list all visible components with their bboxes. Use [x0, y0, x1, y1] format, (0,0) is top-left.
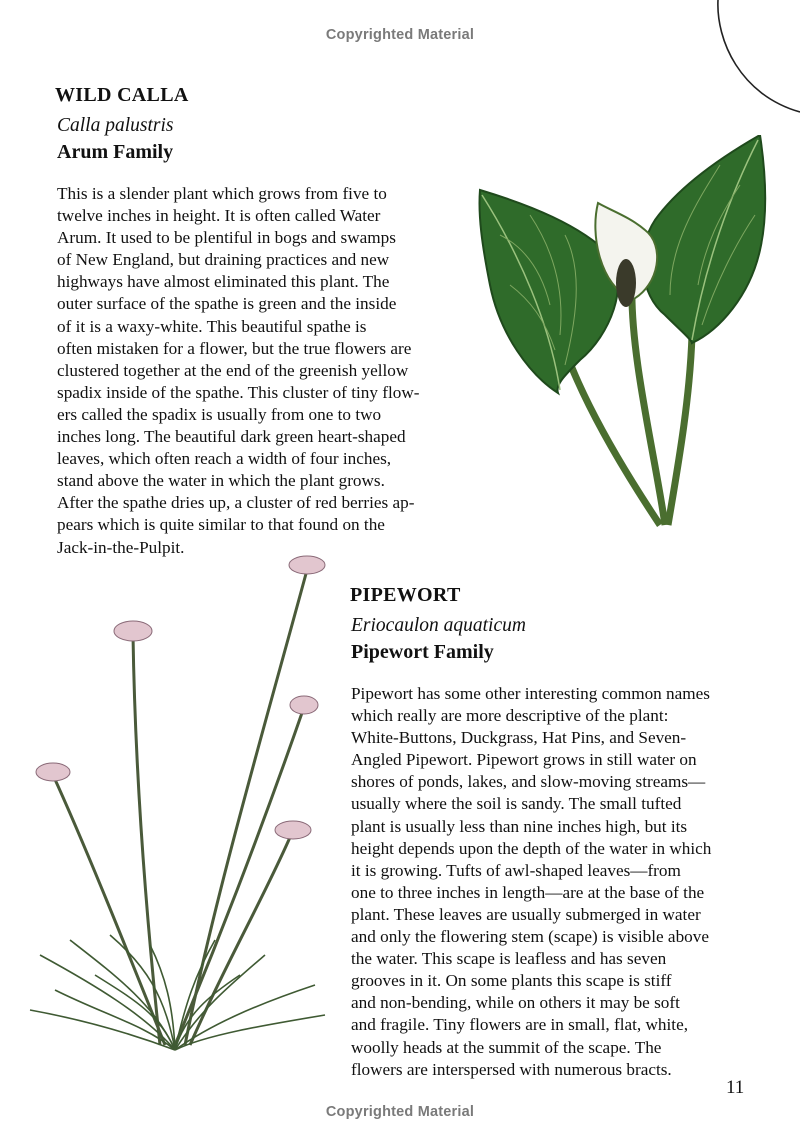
- text-line: After the spathe dries up, a cluster of red berries ap-: [57, 493, 415, 513]
- text-line: often mistaken for a flower, but the true flowers are: [57, 338, 412, 358]
- text-line: Arum. It used to be plentiful in bogs and swamps: [57, 228, 396, 248]
- text-line: plant. These leaves are usually submerged in water: [351, 904, 701, 924]
- text-line: twelve inches in height. It is often called Water: [57, 206, 381, 226]
- pipewort-title: PIPEWORT: [350, 584, 461, 606]
- text-line: ers called the spadix is usually from one to two: [57, 404, 382, 424]
- text-line: stand above the water in which the plant grows.: [57, 471, 385, 491]
- wild-calla-latin-name: Calla palustris: [57, 115, 174, 136]
- text-line: White-Buttons, Duckgrass, Hat Pins, and Seven-: [351, 728, 687, 748]
- text-line: Angled Pipewort. Pipewort grows in still water on: [351, 750, 697, 770]
- pipewort-illustration: [25, 545, 335, 1065]
- text-line: highways have almost eliminated this plant. The: [57, 272, 390, 292]
- wild-calla-illustration: [470, 135, 770, 530]
- pipewort-family: Pipewort Family: [351, 641, 494, 663]
- corner-arc-decoration: [710, 0, 800, 115]
- text-line: Jack-in-the-Pulpit.: [57, 537, 185, 557]
- text-line: Pipewort has some other interesting common names: [351, 684, 710, 703]
- wild-calla-description: [57, 183, 457, 559]
- text-line: the water. This scape is leafless and has seven: [351, 949, 667, 969]
- wild-calla-family: Arum Family: [57, 141, 174, 163]
- text-line: shores of ponds, lakes, and slow-moving streams—: [351, 772, 706, 792]
- text-line: woolly heads at the summit of the scape. The: [351, 1037, 662, 1057]
- text-line: grooves in it. On some plants this scape is stiff: [351, 971, 672, 991]
- text-line: height depends upon the depth of the water in which: [351, 838, 712, 858]
- text-line: of New England, but draining practices and new: [57, 250, 390, 270]
- text-line: leaves, which often reach a width of four inches,: [57, 449, 392, 469]
- text-line: outer surface of the spathe is green and the inside: [57, 294, 397, 314]
- text-line: pears which is quite similar to that found on the: [57, 515, 385, 535]
- text-line: plant is usually less than nine inches high, but its: [351, 816, 688, 836]
- text-line: This is a slender plant which grows from five to: [57, 184, 387, 203]
- text-line: inches long. The beautiful dark green heart-shaped: [57, 427, 406, 447]
- pipewort-latin-name: Eriocaulon aquaticum: [351, 615, 526, 636]
- text-line: it is growing. Tufts of awl-shaped leaves—from: [351, 860, 681, 880]
- watermark-bottom: Copyrighted Material: [325, 1104, 475, 1120]
- text-line: of it is a waxy-white. This beautiful spathe is: [57, 316, 367, 336]
- text-line: and non-bending, while on others it may be soft: [351, 993, 680, 1013]
- text-line: spadix inside of the spathe. This cluster of tiny flow-: [57, 382, 420, 402]
- text-line: one to three inches in length—are at the base of the: [351, 882, 705, 902]
- page-number: 11: [726, 1077, 745, 1098]
- text-line: clustered together at the end of the greenish yellow: [57, 360, 409, 380]
- text-line: usually where the soil is sandy. The small tufted: [351, 794, 682, 814]
- watermark-top: Copyrighted Material: [325, 27, 475, 43]
- text-line: flowers are interspersed with numerous bracts.: [351, 1059, 672, 1079]
- text-line: and only the flowering stem (scape) is visible above: [351, 927, 709, 947]
- text-line: and fragile. Tiny flowers are in small, flat, white,: [351, 1015, 688, 1035]
- pipewort-description: [351, 683, 751, 1081]
- text-line: which really are more descriptive of the plant:: [351, 706, 669, 726]
- wild-calla-title: WILD CALLA: [55, 84, 189, 106]
